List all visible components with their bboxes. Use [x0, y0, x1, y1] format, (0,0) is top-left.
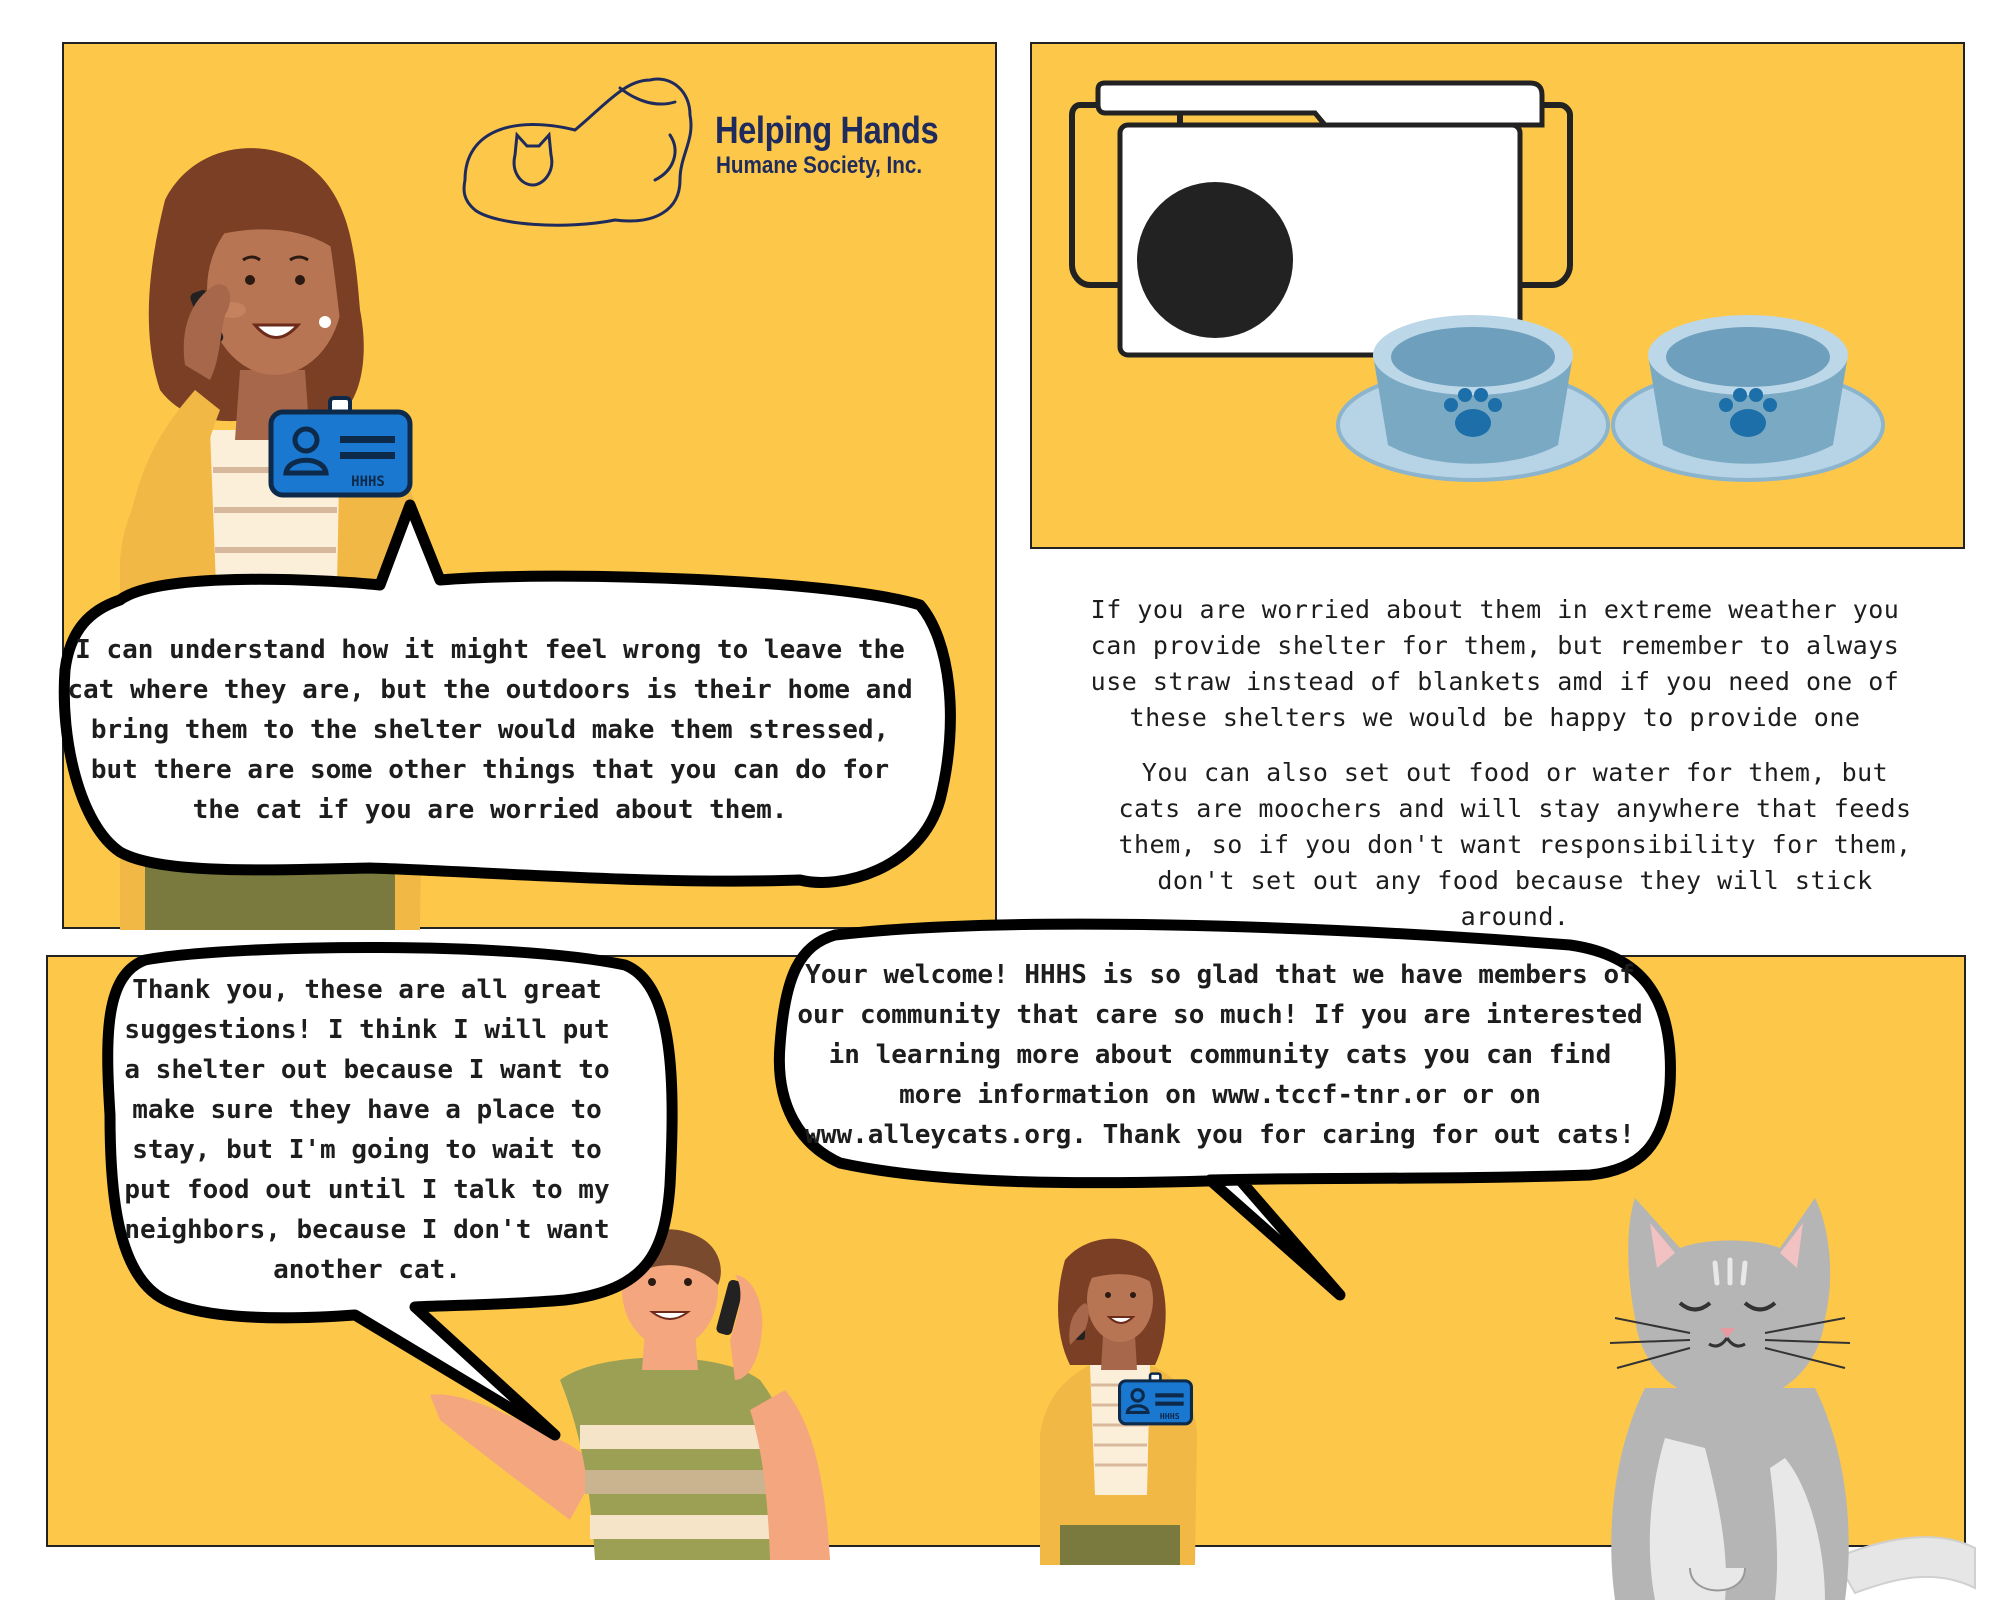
food-bowl-icon [1608, 295, 1888, 495]
id-badge-small-icon [1118, 1372, 1193, 1427]
logo-subtitle: Humane Society, Inc. [716, 152, 923, 179]
panel-2-caption-1: If you are worried about them in extreme weather you can provide shelter for them, but remember to always use straw instead of blankets amd if you need one of these shelters we would be happy to provide one [1090, 595, 1900, 732]
panel-2-caption-2: You can also set out food or water for them, but cats are moochers and will stay anywhere that feeds them, so if you don't want responsibility for them, don't set out any food because they will stick around. [1118, 758, 1912, 931]
id-badge-icon [268, 398, 413, 498]
badge-text: HHHS [351, 474, 385, 490]
water-bowl-icon [1333, 295, 1613, 495]
bubble-volunteer-text: Your welcome! HHHS is so glad that we have members of our community that care so much! If you are interested in learning more about community cats you can find more information on www.tccf-tnr.or or on www.alleycats.org. Thank you for caring for out cats! [797, 960, 1643, 1150]
badge-small-text: HHHS [1159, 1411, 1180, 1422]
logo-name: Helping Hands [715, 110, 939, 152]
helping-hands-logo-icon [455, 60, 700, 230]
bubble-resident-text: Thank you, these are all great suggestions! I think I will put a shelter out because I want to make sure they have a place to stay, but I'm going to wait to put food out until I talk to my neighbors, because I don't want another cat. [124, 975, 610, 1285]
bubble-1-text: I can understand how it might feel wrong to leave the cat where they are, but the outdoors is their home and bring them to the shelter would make them stressed, but there are some other things that you can do for the cat if you are worried about them. [67, 635, 913, 825]
